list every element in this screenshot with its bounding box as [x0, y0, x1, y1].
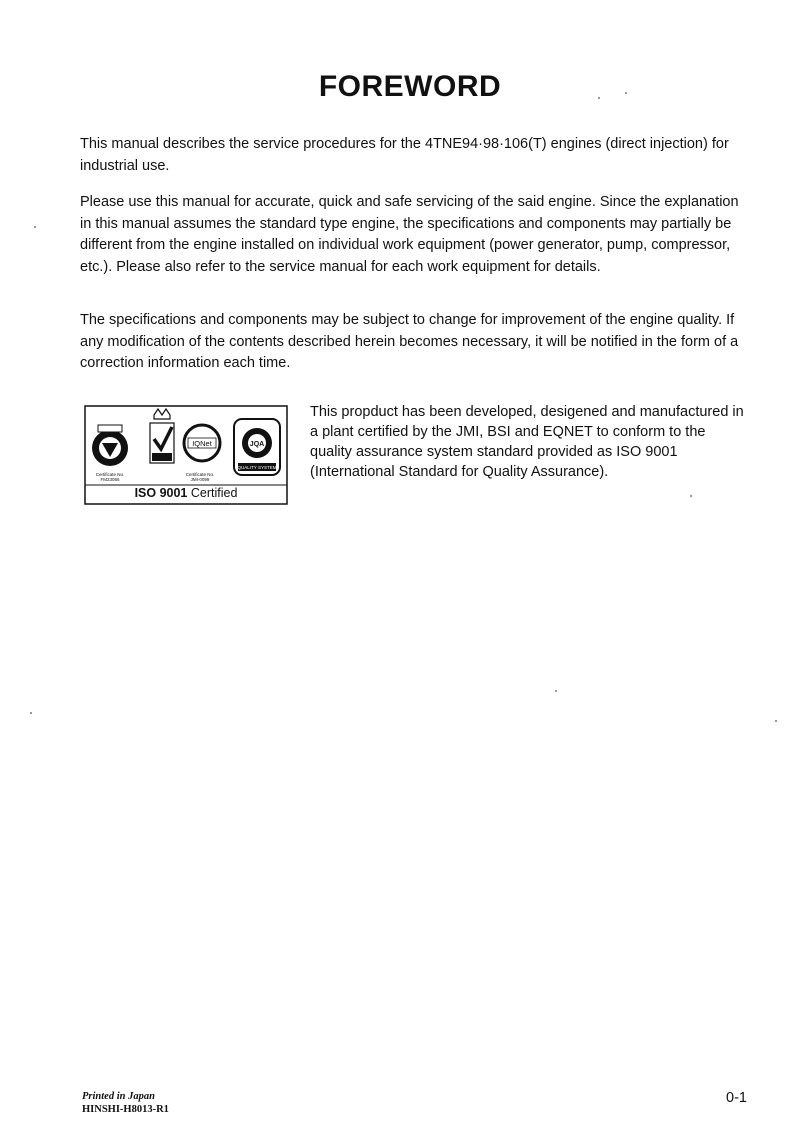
certification-description: This propduct has been developed, desigened and manufactured in a plant certified by the JMI, BSI and EQNET to conform to the quality assurance system standard provided as ISO 9001 (International Standard for Quality Assurance).	[310, 404, 744, 480]
printed-in-label: Printed in Japan	[82, 1091, 155, 1102]
iso-certified-label	[84, 486, 288, 500]
page-number: 0-1	[726, 1090, 747, 1106]
jqa-quality-system-icon	[234, 419, 280, 475]
changes-paragraph: The specifications and components may be subject to change for improvement of the engine quality. If any modification of the contents described herein becomes necessary, it will be notified in the form of a correction information each time.	[80, 312, 739, 371]
scan-speck	[625, 92, 627, 94]
iqnet-text: IQNet	[192, 439, 212, 448]
intro-paragraph: This manual describes the service procedures for the 4TNE94·98·106(T) engines (direct injection) for industrial use.	[80, 136, 729, 174]
bsi-registered-firm-icon	[92, 425, 128, 466]
certificate-number-label: Certificate No.	[185, 472, 215, 477]
footer-imprint	[82, 1090, 169, 1116]
scan-speck	[555, 690, 557, 692]
iso-certificate-badge	[84, 405, 288, 505]
certificate-number-bsi	[90, 472, 130, 482]
document-code: HINSHI-H8013-R1	[82, 1104, 169, 1115]
scan-speck	[775, 720, 777, 722]
scan-speck	[598, 97, 600, 99]
certificate-number-value: JMI-0099	[190, 477, 210, 482]
crown-check-icon	[150, 409, 174, 463]
quality-system-text: QUALITY SYSTEM	[237, 465, 277, 470]
scan-speck	[690, 495, 692, 497]
usage-paragraph: Please use this manual for accurate, quick and safe servicing of the said engine. Since the explanation in this manual assumes the standard type engine, the specifications and components may partially be different from the engine installed on individual work equipment (power generator, pump, compressor, etc.). Please also refer to the service manual for each work equipment for details.	[80, 194, 739, 275]
certificate-number-label: Certificate No.	[95, 472, 125, 477]
iso-standard-name: ISO 9001	[134, 486, 188, 500]
scan-speck	[30, 712, 32, 714]
page-title: FOREWORD	[318, 70, 502, 103]
certified-word: Certified	[187, 486, 238, 500]
jqa-text: JQA	[249, 441, 265, 448]
certificate-number-value: FM23056	[100, 477, 120, 482]
certificate-number-jmi	[180, 472, 220, 482]
scan-speck	[34, 226, 36, 228]
iqnet-icon	[184, 425, 220, 461]
